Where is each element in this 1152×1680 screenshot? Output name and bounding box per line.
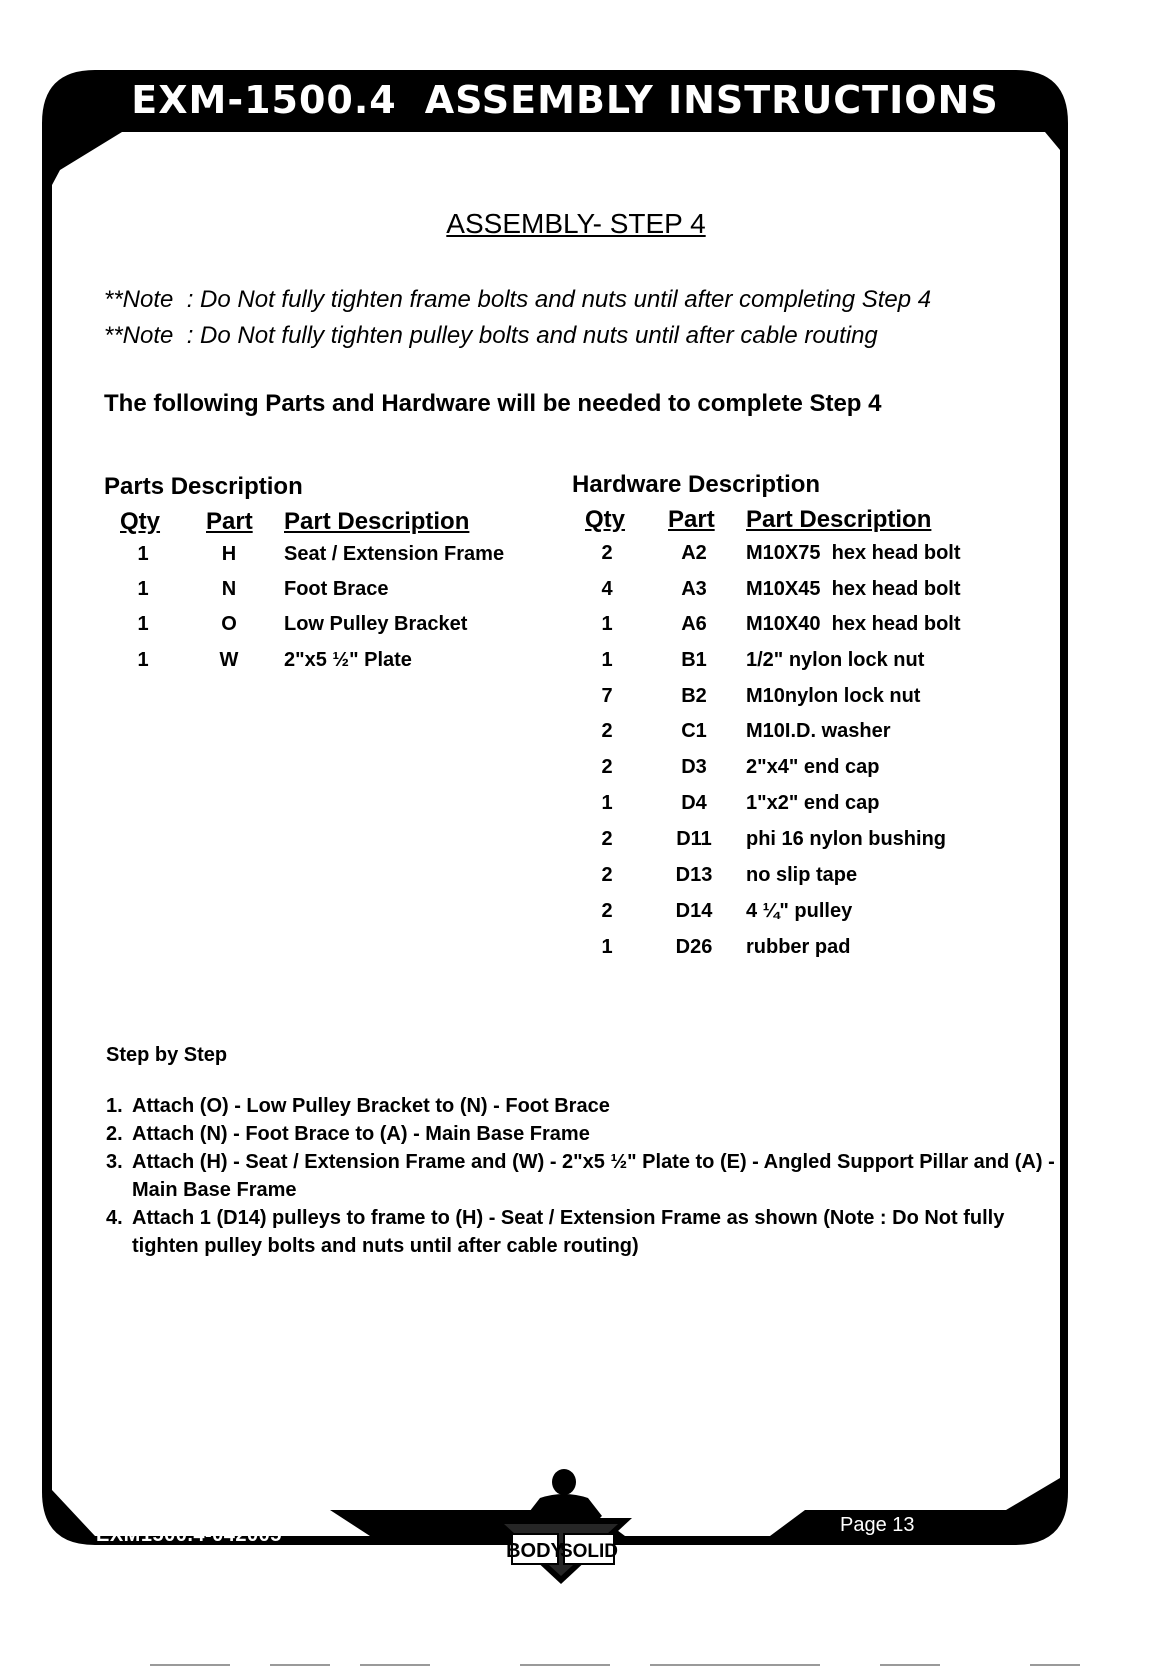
hardware-header-qty: Qty (585, 506, 626, 533)
intro-text: The following Parts and Hardware will be needed to complete Step 4 (104, 390, 882, 417)
hardware-row-desc: 4 ¼" pulley (746, 900, 853, 922)
hardware-row-part: B1 (681, 649, 707, 671)
parts-row-part: N (221, 578, 237, 600)
step-heading: ASSEMBLY- STEP 4 (446, 208, 706, 239)
hardware-row-qty: 2 (601, 720, 613, 742)
hardware-row-desc: 2"x4" end cap (746, 756, 880, 778)
parts-row-desc: Seat / Extension Frame (284, 543, 505, 565)
scan-mark (270, 1664, 330, 1666)
parts-row-desc: 2"x5 ½" Plate (284, 649, 412, 671)
step-number: 4. (106, 1207, 123, 1229)
hardware-row-part: A6 (681, 613, 707, 635)
hardware-row-desc: M10nylon lock nut (746, 685, 921, 707)
scan-mark (880, 1664, 940, 1666)
logo-text-solid: SOLID (559, 1541, 619, 1562)
hardware-row-qty: 2 (601, 828, 613, 850)
hardware-row-qty: 1 (601, 792, 613, 814)
parts-row-qty: 1 (137, 543, 149, 565)
title-text: ASSEMBLY INSTRUCTIONS (424, 78, 999, 122)
hardware-header-desc: Part Description (746, 506, 932, 533)
parts-header-desc: Part Description (284, 508, 470, 535)
step-text: Attach 1 (D14) pulleys to frame to (H) - Seat / Extension Frame as shown (Note : Do Not fully tighten pulley bolts and nuts until after cable routing) (132, 1207, 1005, 1257)
note-frame-bolts: **Note : Do Not fully tighten frame bolts and nuts until after completing Step 4 (104, 286, 932, 313)
step-text: Attach (O) - Low Pulley Bracket to (N) - Foot Brace (132, 1095, 610, 1117)
hardware-row-desc: no slip tape (746, 864, 858, 886)
step-item (106, 1204, 1066, 1260)
page-number: Page 13 (840, 1514, 915, 1536)
hardware-row-part: A3 (681, 578, 707, 600)
hardware-row-desc: 1/2" nylon lock nut (746, 649, 925, 671)
step-number: 2. (106, 1123, 123, 1145)
hardware-row-qty: 1 (601, 936, 613, 958)
scan-mark (1030, 1664, 1080, 1666)
step-list (106, 1092, 1066, 1260)
hardware-row-desc: M10X45 hex head bolt (746, 578, 961, 600)
scan-mark (150, 1664, 230, 1666)
hardware-row-desc: M10X40 hex head bolt (746, 613, 961, 635)
document-code: EXM1500.4-042005 (96, 1524, 282, 1546)
note-pulley-bolts: **Note : Do Not fully tighten pulley bolts and nuts until after cable routing (104, 322, 878, 349)
parts-row-qty: 1 (137, 649, 149, 671)
hardware-row-part: D14 (675, 900, 713, 922)
hardware-header-part: Part (668, 506, 715, 533)
step-by-step-title: Step by Step (106, 1044, 228, 1066)
hardware-row-desc: M10X75 hex head bolt (746, 542, 961, 564)
parts-header-qty: Qty (120, 508, 161, 535)
hardware-row-qty: 2 (601, 864, 613, 886)
step-text: Attach (N) - Foot Brace to (A) - Main Base Frame (132, 1123, 590, 1145)
hardware-row-qty: 7 (601, 685, 613, 707)
hardware-row-qty: 2 (601, 756, 613, 778)
step-item (106, 1148, 1066, 1204)
step-number: 3. (106, 1151, 123, 1173)
parts-section-title: Parts Description (104, 473, 303, 500)
hardware-row-desc: rubber pad (746, 936, 851, 958)
logo-text-body: BODY (506, 1540, 564, 1562)
hardware-row-part: D4 (681, 792, 707, 814)
step-text: Attach (H) - Seat / Extension Frame and (W) - 2"x5 ½" Plate to (E) - Angled Support Pillar and (A) - Main Base Frame (132, 1151, 1055, 1201)
title-model: EXM-1500.4 (131, 78, 397, 122)
scan-mark (520, 1664, 610, 1666)
hardware-row-qty: 4 (601, 578, 613, 600)
hardware-row-desc: 1"x2" end cap (746, 792, 880, 814)
parts-row-part: H (221, 543, 237, 565)
hardware-row-qty: 2 (601, 900, 613, 922)
hardware-row-qty: 1 (601, 649, 613, 671)
hardware-row-part: D26 (675, 936, 713, 958)
parts-row-qty: 1 (137, 613, 149, 635)
hardware-row-qty: 2 (601, 542, 613, 564)
hardware-row-qty: 1 (601, 613, 613, 635)
parts-row-part: W (219, 649, 239, 671)
step-item (106, 1120, 1066, 1148)
parts-row-desc: Low Pulley Bracket (284, 613, 468, 635)
hardware-row-part: D11 (676, 828, 712, 850)
body-solid-logo (486, 1468, 636, 1586)
hardware-section-title: Hardware Description (572, 471, 821, 498)
hardware-row-part: D13 (675, 864, 713, 886)
parts-row-qty: 1 (137, 578, 149, 600)
hardware-row-part: D3 (681, 756, 707, 778)
hardware-row-part: A2 (681, 542, 707, 564)
page-title (60, 78, 1070, 122)
hardware-row-part: C1 (681, 720, 707, 742)
hardware-row-desc: M10I.D. washer (746, 720, 891, 742)
parts-row-part: O (221, 613, 237, 635)
scan-mark (650, 1664, 820, 1666)
step-number: 1. (106, 1095, 123, 1117)
hardware-row-desc: phi 16 nylon bushing (746, 828, 946, 850)
scan-mark (360, 1664, 430, 1666)
parts-row-desc: Foot Brace (284, 578, 389, 600)
hardware-row-part: B2 (681, 685, 707, 707)
step-item (106, 1092, 1066, 1120)
parts-header-part: Part (206, 508, 253, 535)
